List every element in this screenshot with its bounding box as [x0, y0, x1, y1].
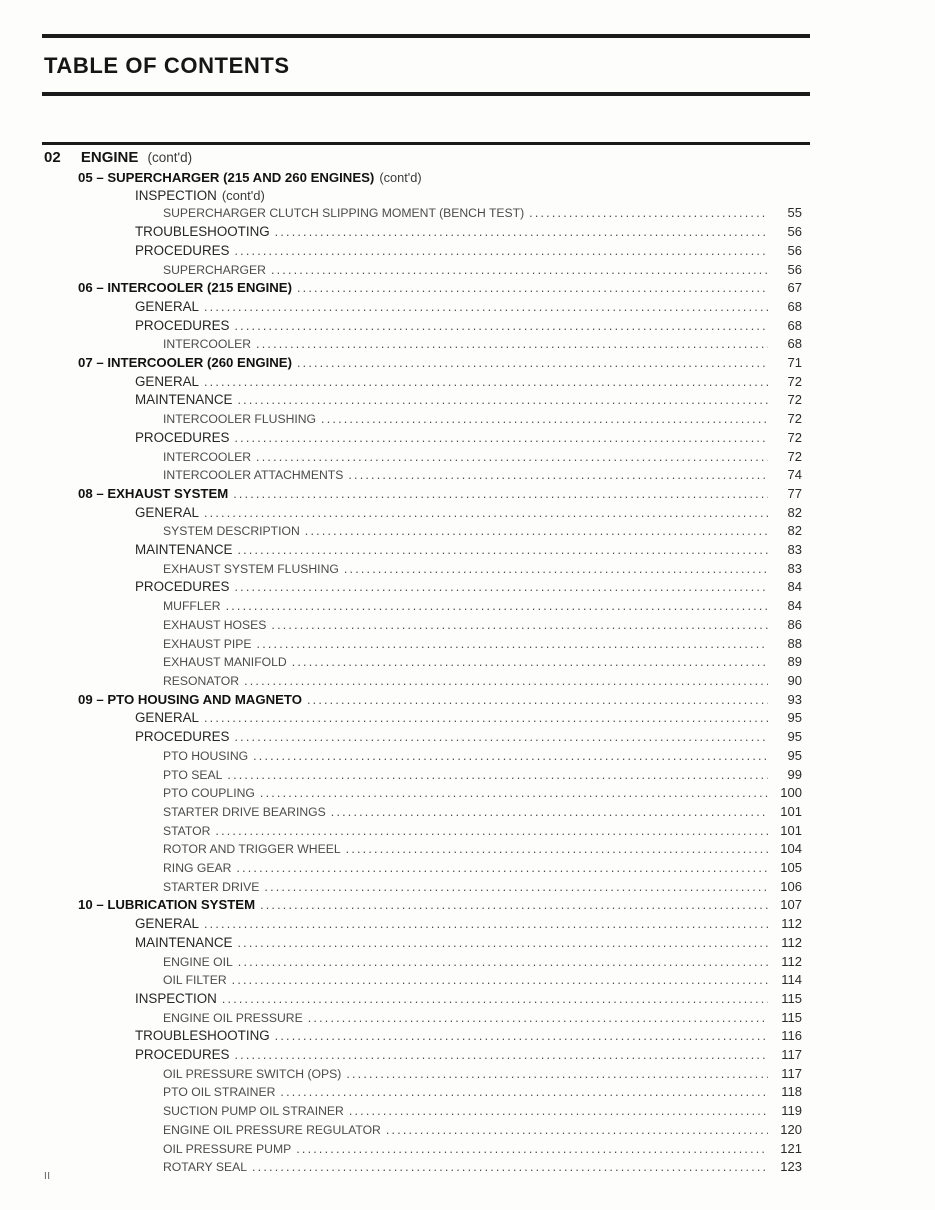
section-header [42, 145, 810, 169]
toc-entry [42, 597, 802, 616]
toc-entry [42, 354, 802, 373]
toc-entry-label: ENGINE OIL PRESSURE [163, 1010, 303, 1025]
toc-entry-label: MUFFLER [163, 599, 221, 614]
dot-leader [237, 935, 768, 953]
toc-entry-page: 118 [781, 1084, 802, 1100]
toc-entry-label: 10 – LUBRICATION SYSTEM [78, 897, 256, 913]
dot-leader [275, 1028, 768, 1046]
toc-entry [42, 1009, 802, 1028]
toc-entry-page: 56 [787, 242, 802, 258]
section-title: ENGINE [80, 149, 139, 166]
toc-entry-page: 71 [787, 355, 802, 371]
toc-entry [42, 915, 802, 934]
toc-entry [42, 672, 802, 691]
toc-entry-page: 72 [787, 411, 802, 427]
toc-entry [42, 429, 802, 448]
toc-entry-label: RING GEAR [163, 861, 232, 876]
toc-entry [42, 466, 802, 485]
dot-leader [321, 411, 768, 429]
title-bottom-rule [42, 92, 810, 96]
toc-entry-page: 117 [781, 1065, 802, 1081]
toc-entry [42, 485, 802, 504]
toc-entry [42, 653, 802, 672]
toc-entry-page: 90 [787, 672, 802, 688]
toc-entry-label: INSPECTION [135, 187, 217, 203]
toc-entry-label: ENGINE OIL PRESSURE REGULATOR [163, 1122, 381, 1137]
toc-entry [42, 635, 802, 654]
toc-entry [42, 1121, 802, 1140]
dot-leader [204, 710, 768, 728]
toc-entry-page: 82 [787, 523, 802, 539]
dot-leader [297, 280, 768, 298]
toc-entry-page: 83 [787, 560, 802, 576]
toc-entry-page: 83 [787, 542, 802, 558]
toc-entry [42, 1102, 802, 1121]
toc-entry [42, 187, 802, 205]
dot-leader [256, 336, 768, 354]
dot-leader [386, 1122, 768, 1140]
toc-entry-suffix: (cont'd) [221, 187, 265, 203]
toc-entry-label: INTERCOOLER ATTACHMENTS [163, 468, 344, 483]
toc-entry-suffix: (cont'd) [379, 170, 422, 185]
dot-leader [252, 1159, 768, 1177]
toc-entry-label: INTERCOOLER FLUSHING [163, 412, 317, 427]
toc-entry-label: MAINTENANCE [135, 542, 233, 558]
toc-entry [42, 522, 802, 541]
dot-leader [232, 972, 768, 990]
toc-entry [42, 242, 802, 261]
dot-leader [307, 692, 768, 710]
section-suffix: (cont'd) [147, 150, 193, 165]
dot-leader [344, 561, 768, 579]
toc-entry-page: 72 [787, 392, 802, 408]
toc-entry-page: 88 [787, 635, 802, 651]
toc-entry-page: 77 [787, 485, 802, 501]
toc-entry-page: 68 [787, 298, 802, 314]
dot-leader [235, 318, 769, 336]
toc-entry-label: 06 – INTERCOOLER (215 ENGINE) [78, 280, 292, 296]
toc-entry [42, 990, 802, 1009]
dot-leader [237, 392, 768, 410]
footer-page-number: II [44, 1171, 51, 1182]
toc-entry [42, 223, 802, 242]
toc-entry-label: 07 – INTERCOOLER (260 ENGINE) [78, 355, 292, 371]
dot-leader [235, 729, 769, 747]
dot-leader [308, 1010, 768, 1028]
toc-entry [42, 373, 802, 392]
toc-entry-page: 68 [787, 336, 802, 352]
toc-entry-page: 100 [780, 785, 802, 801]
toc-entry-label: OIL PRESSURE PUMP [163, 1141, 292, 1156]
toc-entry [42, 298, 802, 317]
toc-entry-page: 116 [781, 1028, 802, 1044]
toc-entry-label: PTO HOUSING [163, 748, 249, 763]
toc-entry-page: 120 [780, 1121, 802, 1137]
toc-entry-page: 84 [787, 579, 802, 595]
toc-entry-page: 89 [787, 654, 802, 670]
toc-list [42, 169, 810, 1177]
dot-leader [235, 430, 769, 448]
toc-entry-page: 72 [787, 373, 802, 389]
toc-entry [42, 1140, 802, 1159]
toc-entry-page: 84 [787, 598, 802, 614]
toc-entry-label: TROUBLESHOOTING [135, 1028, 270, 1044]
toc-entry-page: 117 [781, 1047, 802, 1063]
toc-entry-label: STARTER DRIVE [163, 879, 260, 894]
dot-leader [235, 1047, 769, 1065]
toc-entry-label: EXHAUST MANIFOLD [163, 655, 287, 670]
toc-entry [42, 335, 802, 354]
dot-leader [235, 579, 769, 597]
toc-entry-label: 09 – PTO HOUSING AND MAGNETO [78, 691, 302, 707]
toc-entry [42, 859, 802, 878]
toc-entry-page: 72 [787, 429, 802, 445]
toc-entry-label: TROUBLESHOOTING [135, 224, 270, 240]
toc-entry [42, 1083, 802, 1102]
toc-entry [42, 934, 802, 953]
toc-entry-page: 106 [780, 878, 802, 894]
toc-entry [42, 410, 802, 429]
toc-entry [42, 803, 802, 822]
toc-entry [42, 504, 802, 523]
toc-entry [42, 1027, 802, 1046]
dot-leader [264, 879, 768, 897]
toc-entry-label: STATOR [163, 823, 211, 838]
dot-leader [296, 1141, 768, 1159]
toc-entry [42, 616, 802, 635]
toc-entry-page: 101 [780, 822, 802, 838]
toc-entry-page: 93 [787, 691, 802, 707]
toc-entry-page: 86 [787, 616, 802, 632]
toc-entry-label: RESONATOR [163, 673, 240, 688]
dot-leader [253, 748, 768, 766]
toc-entry-label: EXHAUST PIPE [163, 636, 252, 651]
toc-entry-page: 74 [787, 467, 802, 483]
dot-leader [260, 897, 768, 915]
toc-entry-label: PTO COUPLING [163, 786, 255, 801]
dot-leader [305, 523, 768, 541]
dot-leader [271, 617, 768, 635]
toc-entry-page: 107 [780, 897, 802, 913]
dot-leader [215, 823, 768, 841]
dot-leader [204, 299, 768, 317]
toc-entry-label: OIL PRESSURE SWITCH (OPS) [163, 1066, 342, 1081]
toc-entry-page: 101 [780, 803, 802, 819]
dot-leader [244, 673, 768, 691]
toc-entry-label: PROCEDURES [135, 317, 230, 333]
toc-entry-page: 123 [780, 1159, 802, 1175]
toc-entry-page: 114 [781, 972, 802, 988]
toc-entry [42, 261, 802, 280]
toc-entry-label: ROTARY SEAL [163, 1160, 247, 1175]
dot-leader [349, 1103, 768, 1121]
toc-entry [42, 766, 802, 785]
toc-content-area [42, 0, 810, 1177]
toc-entry-page: 105 [780, 860, 802, 876]
toc-entry-label: GENERAL [135, 298, 199, 314]
toc-entry-label: PTO SEAL [163, 767, 223, 782]
toc-entry-label: INTERCOOLER [163, 449, 252, 464]
toc-entry-page: 56 [787, 224, 802, 240]
toc-entry-label: EXHAUST SYSTEM FLUSHING [163, 561, 339, 576]
toc-entry [42, 953, 802, 972]
toc-entry-label: GENERAL [135, 916, 199, 932]
dot-leader [238, 954, 768, 972]
toc-entry [42, 878, 802, 897]
dot-leader [204, 374, 768, 392]
toc-entry [42, 1046, 802, 1065]
toc-entry-label: PROCEDURES [135, 729, 230, 745]
toc-entry-label: 08 – EXHAUST SYSTEM [78, 485, 229, 501]
toc-entry [42, 204, 802, 223]
toc-entry-page: 112 [781, 916, 802, 932]
toc-entry [42, 784, 802, 803]
dot-leader [275, 224, 768, 242]
toc-entry-page: 115 [781, 1009, 802, 1025]
toc-entry-page: 72 [787, 448, 802, 464]
dot-leader [235, 243, 769, 261]
toc-entry-label: SUPERCHARGER [163, 262, 266, 277]
toc-entry [42, 448, 802, 467]
toc-entry [42, 691, 802, 710]
toc-entry [42, 822, 802, 841]
dot-leader [529, 205, 768, 223]
toc-entry-label: STARTER DRIVE BEARINGS [163, 804, 326, 819]
toc-entry-label: PTO OIL STRAINER [163, 1085, 276, 1100]
toc-entry [42, 896, 802, 915]
toc-entry-label: GENERAL [135, 504, 199, 520]
toc-entry [42, 560, 802, 579]
toc-entry-page: 56 [787, 261, 802, 277]
toc-entry [42, 840, 802, 859]
toc-entry [42, 391, 802, 410]
toc-entry [42, 747, 802, 766]
toc-entry [42, 541, 802, 560]
toc-entry-page: 121 [780, 1140, 802, 1156]
toc-entry-label: PROCEDURES [135, 429, 230, 445]
dot-leader [237, 542, 768, 560]
toc-entry-page: 68 [787, 317, 802, 333]
toc-entry-page: 82 [787, 504, 802, 520]
toc-entry-page: 55 [787, 205, 802, 221]
toc-entry-label: ROTOR AND TRIGGER WHEEL [163, 842, 341, 857]
toc-entry-page: 95 [787, 729, 802, 745]
toc-entry [42, 317, 802, 336]
toc-entry [42, 709, 802, 728]
dot-leader [346, 841, 768, 859]
dot-leader [204, 916, 768, 934]
dot-leader [260, 785, 768, 803]
toc-entry-label: INTERCOOLER [163, 337, 252, 352]
toc-entry [42, 728, 802, 747]
toc-entry-label: 05 – SUPERCHARGER (215 AND 260 ENGINES) [78, 170, 375, 185]
toc-entry-label: PROCEDURES [135, 242, 230, 258]
toc-entry-page: 112 [781, 953, 802, 969]
toc-entry-label: MAINTENANCE [135, 392, 233, 408]
toc-entry [42, 1158, 802, 1177]
toc-entry [42, 578, 802, 597]
toc-entry-label: INSPECTION [135, 990, 217, 1006]
toc-entry-label: SYSTEM DESCRIPTION [163, 524, 300, 539]
toc-entry-page: 112 [781, 934, 802, 950]
toc-entry-label: GENERAL [135, 710, 199, 726]
dot-leader [271, 262, 768, 280]
dot-leader [280, 1084, 768, 1102]
toc-entry [42, 279, 802, 298]
dot-leader [236, 860, 768, 878]
dot-leader [226, 598, 768, 616]
toc-entry-label: PROCEDURES [135, 1047, 230, 1063]
dot-leader [331, 804, 768, 822]
toc-entry-page: 99 [787, 766, 802, 782]
dot-leader [257, 636, 768, 654]
toc-entry-label: EXHAUST HOSES [163, 617, 267, 632]
toc-entry-label: PROCEDURES [135, 579, 230, 595]
dot-leader [256, 449, 768, 467]
toc-entry-page: 119 [781, 1103, 802, 1119]
dot-leader [227, 767, 768, 785]
toc-entry [42, 169, 802, 187]
dot-leader [292, 654, 768, 672]
toc-entry [42, 1065, 802, 1084]
toc-entry-label: SUPERCHARGER CLUTCH SLIPPING MOMENT (BENCH TEST) [163, 206, 525, 221]
toc-entry-page: 115 [781, 990, 802, 1006]
toc-entry-label: SUCTION PUMP OIL STRAINER [163, 1104, 344, 1119]
toc-entry-page: 67 [787, 280, 802, 296]
toc-entry-label: MAINTENANCE [135, 934, 233, 950]
toc-entry [42, 971, 802, 990]
page-title: TABLE OF CONTENTS [44, 53, 290, 78]
dot-leader [297, 355, 768, 373]
toc-entry-page: 104 [780, 841, 802, 857]
top-horizontal-rule [42, 34, 810, 38]
toc-entry-label: ENGINE OIL [163, 954, 233, 969]
toc-entry-label: OIL FILTER [163, 973, 227, 988]
section-number: 02 [44, 149, 61, 166]
toc-entry-label: GENERAL [135, 373, 199, 389]
dot-leader [348, 467, 768, 485]
dot-leader [233, 486, 768, 504]
toc-entry-page: 95 [787, 710, 802, 726]
dot-leader [346, 1066, 768, 1084]
dot-leader [204, 505, 768, 523]
toc-entry-page: 95 [787, 747, 802, 763]
dot-leader [222, 991, 768, 1009]
